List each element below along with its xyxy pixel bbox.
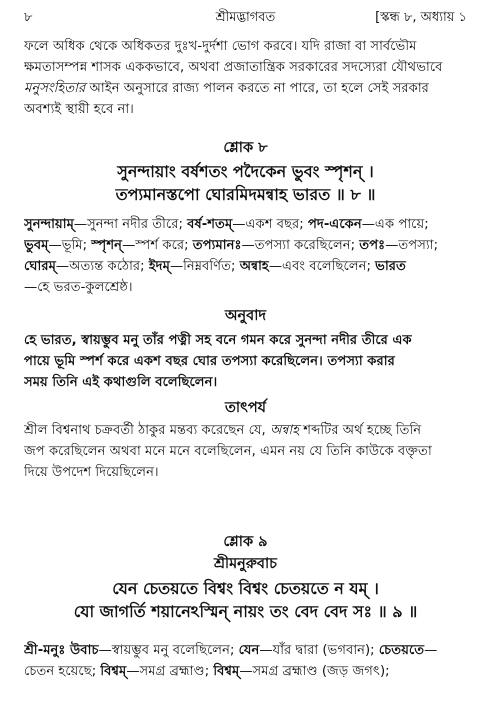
synonym-term: ভারত bbox=[375, 259, 406, 274]
synonym-meaning: —তপস্যা করেছিলেন; bbox=[241, 238, 360, 253]
synonym-meaning: —নিম্নবর্ণিত; bbox=[169, 259, 240, 274]
synonym-term: চেতয়তে bbox=[378, 643, 425, 658]
intro-line: অবশ্যই স্থায়ী হবে না। bbox=[24, 102, 134, 117]
translation-line: সময় তিনি এই কথাগুলি বলেছিলেন। bbox=[24, 375, 218, 390]
synonym-meaning: —অত্যন্ত কঠোর; bbox=[55, 259, 149, 274]
synonym-term: ঘোরম্ bbox=[24, 259, 56, 274]
verse-line: যো জাগর্তি শয়ানেঽস্মিন্ নায়ং তং বেদ বেদ সঃ ॥ ৯ ॥ bbox=[73, 602, 418, 621]
translation-text bbox=[24, 330, 467, 393]
intro-line: ক্ষমতাসম্পন্ন শাসক এককভাবে, অথবা প্রজাতান্ত্রিক সরকারের সদস্যেরা যৌথভাবে bbox=[24, 60, 443, 75]
synonym-term: যেন bbox=[238, 643, 260, 658]
purport-text-start: শ্রীল বিশ্বনাথ চক্রবর্তী ঠাকুর মন্তব্য করেছেন যে, bbox=[24, 423, 270, 438]
verse-line: তপ্যমানস্তপো ঘোরমিদমন্বাহ ভারত ॥ ৮ ॥ bbox=[115, 185, 376, 204]
synonym-line bbox=[24, 661, 467, 682]
synonym-term: শ্রী-মনুঃ উবাচ bbox=[24, 643, 99, 658]
synonym-line bbox=[24, 640, 467, 661]
translation-heading: অনুবাদ bbox=[224, 308, 267, 324]
synonym-meaning: —এক পায়ে; bbox=[361, 217, 429, 232]
synonym-line bbox=[24, 214, 467, 235]
synonym-term: বিশ্বম্ bbox=[213, 664, 240, 679]
synonym-term: ইদম্ bbox=[148, 259, 170, 274]
purport-italic-term: অন্বাহ bbox=[269, 423, 300, 438]
synonym-meaning: —স্পর্শ করে; bbox=[122, 238, 193, 253]
synonym-term: বিশ্বম্ bbox=[100, 664, 127, 679]
purport-line: দিয়ে উপদেশ দিয়েছিলেন। bbox=[24, 465, 159, 480]
purport-text-end: শব্দটির অর্থ হচ্ছে তিনি bbox=[299, 423, 422, 438]
sloka-8-verse bbox=[24, 160, 467, 206]
book-title: শ্রীমদ্ভাগবত bbox=[215, 10, 276, 25]
intro-paragraph bbox=[24, 36, 467, 120]
sloka-9-verse bbox=[24, 577, 467, 623]
synonym-term: অন্বাহ bbox=[239, 259, 269, 274]
synonym-line bbox=[24, 235, 467, 256]
synonym-meaning: —সুনন্দা নদীর তীরে; bbox=[73, 217, 188, 232]
sloka-8-heading: শ্লোক ৮ bbox=[223, 140, 268, 156]
page-number: ৮ bbox=[24, 10, 33, 25]
synonym-line bbox=[24, 277, 467, 298]
synonym-meaning: —ভূমি; bbox=[48, 238, 92, 253]
translation-line: হে ভারত, স্বায়ম্ভুব মনু তাঁর পত্নী সহ বনে গমন করে সুনন্দা নদীর তীরে এক bbox=[24, 333, 412, 348]
purport-line bbox=[24, 420, 467, 441]
synonym-meaning: —হে ভরত-কুলশ্রেষ্ঠ। bbox=[24, 280, 133, 295]
synonym-line bbox=[24, 256, 467, 277]
synonym-meaning: — bbox=[424, 643, 438, 658]
synonym-term: বর্ষ-শতম্ bbox=[187, 217, 233, 232]
synonym-term: ভুবম্ bbox=[24, 238, 49, 253]
synonym-term: পদ-একেন bbox=[307, 217, 362, 232]
synonym-meaning: —তপস্যা; bbox=[385, 238, 439, 253]
synonym-meaning: —সমগ্র ব্রহ্মাণ্ড; bbox=[126, 664, 214, 679]
synonym-term: তপঃ bbox=[359, 238, 386, 253]
chapter-reference: [স্কন্ধ ৮, অধ্যায় ১ bbox=[375, 10, 467, 25]
synonym-term: স্পৃশন্ bbox=[91, 238, 123, 253]
intro-italic-term: মনুসংহিতার bbox=[24, 81, 86, 96]
verse-line: সুনন্দায়াং বর্ষশতং পদৈকেন ভুবং স্পৃশন্ । bbox=[117, 162, 374, 181]
synonym-term: তপ্যমানঃ bbox=[192, 238, 242, 253]
intro-line: ফলে অধিক থেকে অধিকতর দুঃখ-দুর্দশা ভোগ করবে। যদি রাজা বা সার্বভৌম bbox=[24, 39, 417, 54]
running-header bbox=[24, 8, 467, 30]
synonym-meaning: —যাঁর দ্বারা (ভগবান); bbox=[259, 643, 379, 658]
synonym-meaning: চেতন হয়েছে; bbox=[24, 664, 101, 679]
verse-line: যেন চেতয়তে বিশ্বং বিশ্বং চেতয়তে ন যম্ । bbox=[112, 579, 379, 598]
synonym-meaning: —সমগ্র ব্রহ্মাণ্ড (জড় জগৎ); bbox=[239, 664, 390, 679]
sloka-9-heading: শ্লোক ৯ bbox=[223, 534, 268, 550]
sloka-9-synonyms bbox=[24, 640, 467, 682]
purport-line: জপ করেছিলেন অথবা মনে মনে বলেছিলেন, এমন নয় যে তিনি কাউকে বক্তৃতা bbox=[24, 444, 432, 459]
sloka-9-speaker: শ্রীমনুরুবাচ bbox=[213, 556, 277, 572]
intro-line bbox=[24, 78, 467, 99]
translation-line: পায়ে ভূমি স্পর্শ করে একশ বছর ঘোর তপস্যা করেছিলেন। তপস্যা করার bbox=[24, 354, 395, 369]
synonym-term: সুনন্দায়াম্ bbox=[24, 217, 74, 232]
synonym-meaning: —এবং বলেছিলেন; bbox=[268, 259, 376, 274]
purport-heading: তাৎপর্য bbox=[224, 400, 267, 416]
synonym-meaning: —একশ বছর; bbox=[232, 217, 308, 232]
sloka-8-synonyms bbox=[24, 214, 467, 298]
purport-text bbox=[24, 420, 467, 483]
synonym-meaning: —স্বায়ম্ভুব মনু বলেছিলেন; bbox=[98, 643, 239, 658]
intro-line-text: আইন অনুসারে রাজ্য পালন করতে না পারে, তা হলে সেই সরকার bbox=[89, 81, 429, 96]
